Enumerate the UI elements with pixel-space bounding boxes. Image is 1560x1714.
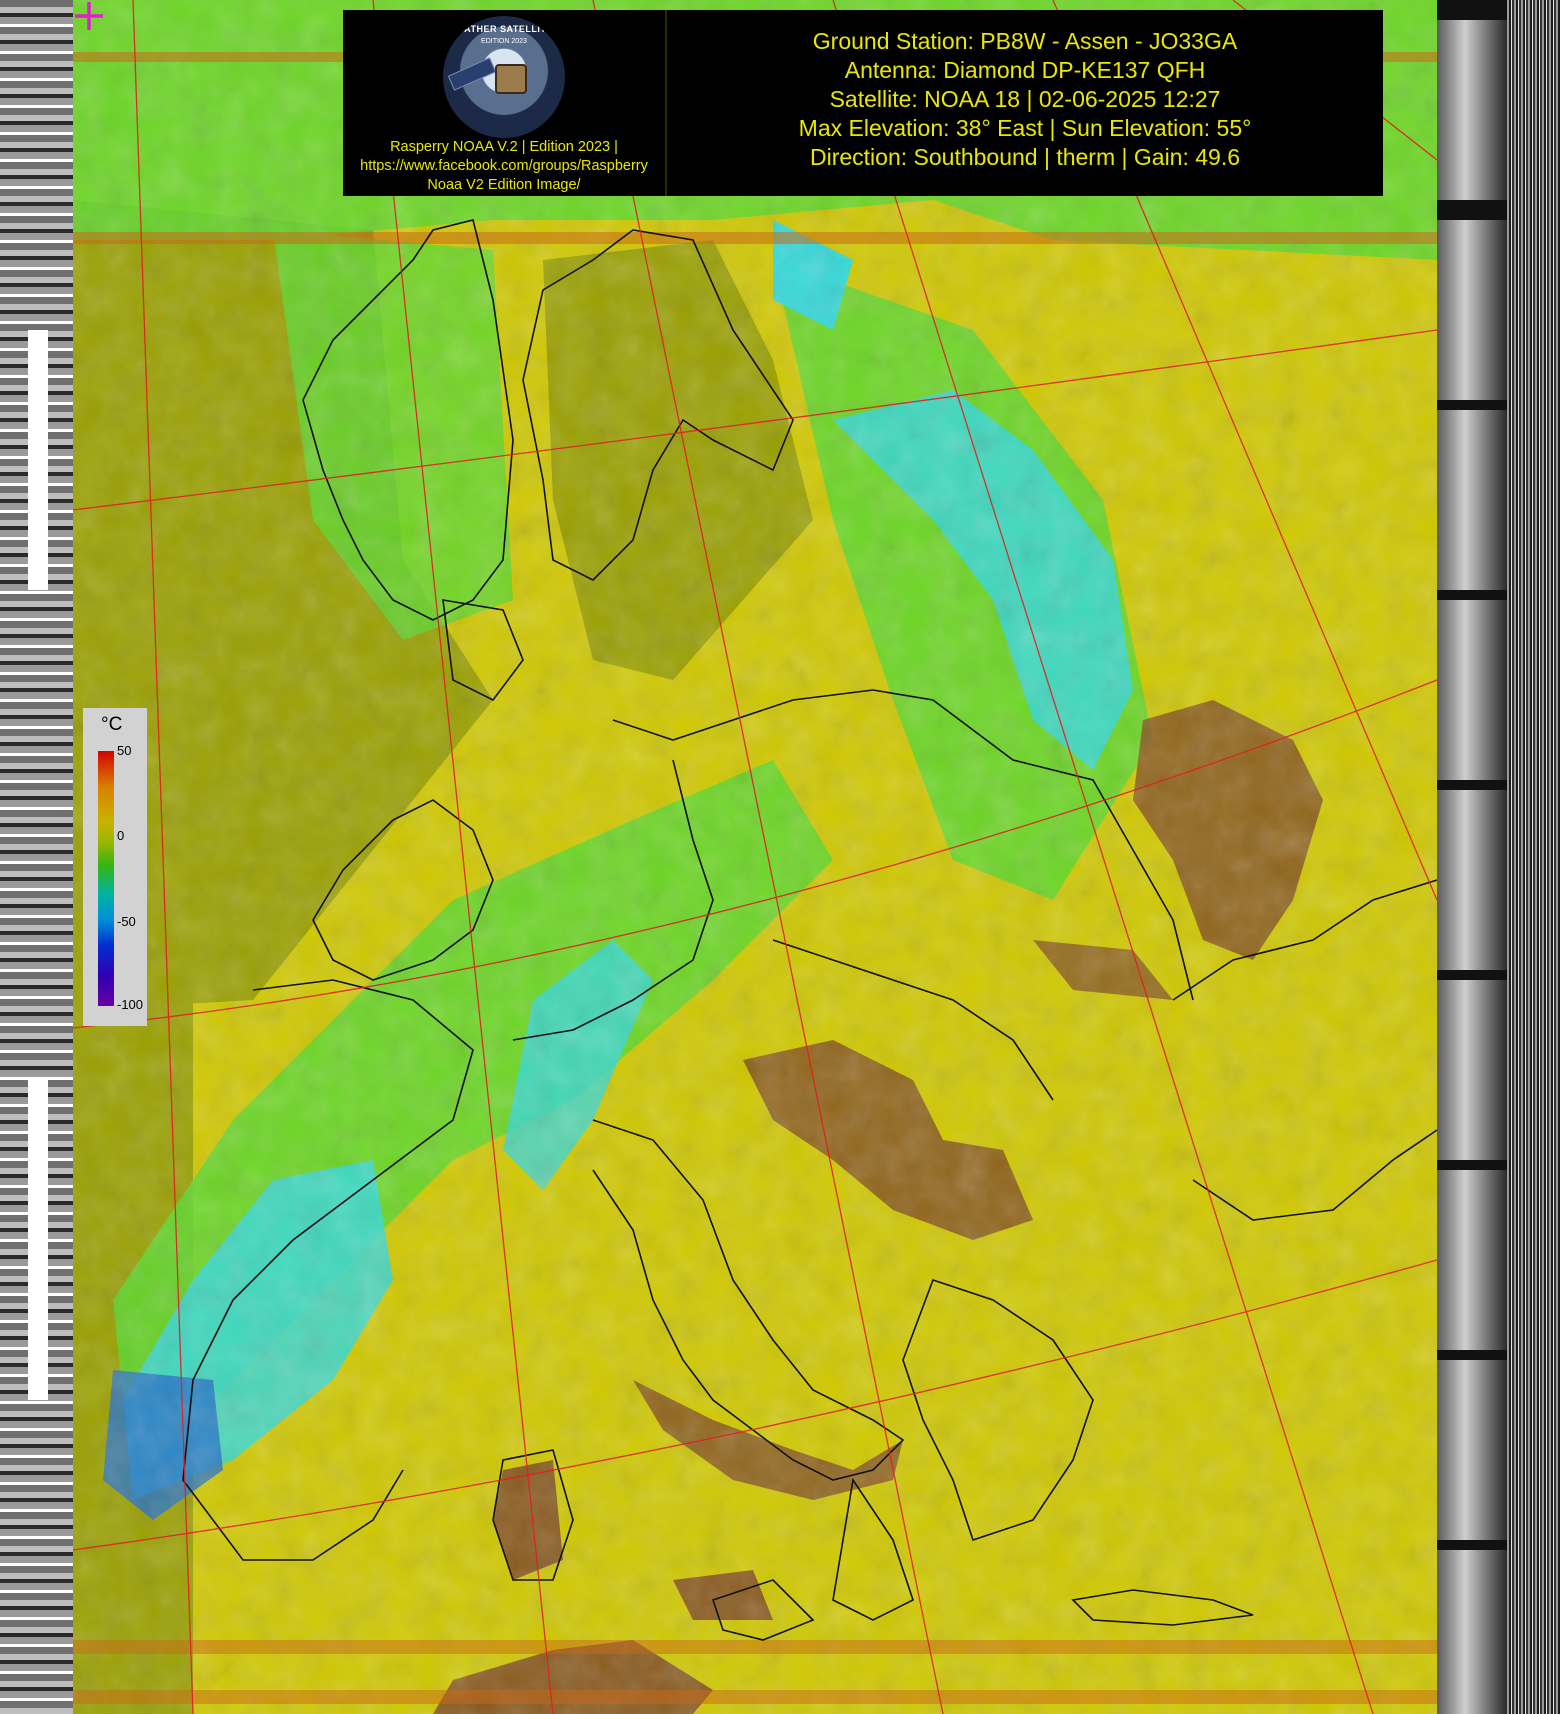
credit-link: https://www.facebook.com/groups/Raspberry	[360, 158, 648, 174]
antenna-line: Antenna: Diamond DP-KE137 QFH	[844, 57, 1206, 83]
satellite-panel-icon	[448, 57, 497, 90]
elevation-line: Max Elevation: 38° East | Sun Elevation: 55°	[798, 115, 1252, 141]
logo-column	[343, 10, 667, 196]
temperature-legend	[83, 708, 147, 1026]
legend-color-scale	[98, 751, 114, 1006]
noise-band	[73, 232, 1437, 244]
direction-line: Direction: Southbound | therm | Gain: 49.6	[809, 144, 1241, 170]
ground-station-line: Ground Station: PB8W - Assen - JO33GA	[812, 28, 1238, 54]
telemetry-wedge	[1437, 790, 1507, 970]
credit-line: Rasperry NOAA V.2 | Edition 2023 |	[390, 139, 618, 155]
pass-info	[667, 27, 1383, 172]
telemetry-wedge	[1437, 980, 1507, 1160]
telemetry-wedge	[1437, 600, 1507, 780]
header-panel	[343, 10, 1383, 196]
telemetry-white-bar	[28, 330, 48, 590]
legend-tick-minus-50: -50	[117, 914, 136, 929]
credit-line: Noaa V2 Edition Image/	[427, 177, 581, 193]
right-telemetry-strip	[1437, 0, 1560, 1714]
telemetry-wedge	[1437, 220, 1507, 400]
telemetry-lines	[1507, 0, 1560, 1714]
credit-text	[343, 138, 665, 195]
legend-tick-minus-100: -100	[117, 997, 144, 1012]
noise-band	[73, 1690, 1437, 1704]
satellite-thermal-map	[73, 0, 1437, 1714]
telemetry-wedge	[1437, 20, 1507, 200]
telemetry-white-bar	[28, 1080, 48, 1400]
telemetry-wedge	[1437, 1550, 1507, 1714]
telemetry-wedge	[1437, 1170, 1507, 1350]
satellite-body-icon	[495, 64, 527, 94]
weather-satellites-logo	[443, 16, 565, 138]
noise-band	[73, 1640, 1437, 1654]
plus-marker-icon	[73, 0, 105, 32]
map-svg	[73, 0, 1437, 1714]
legend-unit: °C	[101, 714, 123, 735]
image-noise-overlay	[73, 0, 1437, 1714]
logo-edition-text: EDITION 2023	[481, 38, 527, 45]
telemetry-wedge	[1437, 410, 1507, 590]
left-telemetry-strip	[0, 0, 73, 1714]
logo-ring-text: WEATHER SATELLITES	[448, 24, 560, 34]
satellite-line: Satellite: NOAA 18 | 02-06-2025 12:27	[829, 86, 1221, 112]
legend-tick-0: 0	[117, 828, 125, 843]
legend-tick-50: 50	[117, 743, 132, 758]
telemetry-wedge	[1437, 1360, 1507, 1540]
